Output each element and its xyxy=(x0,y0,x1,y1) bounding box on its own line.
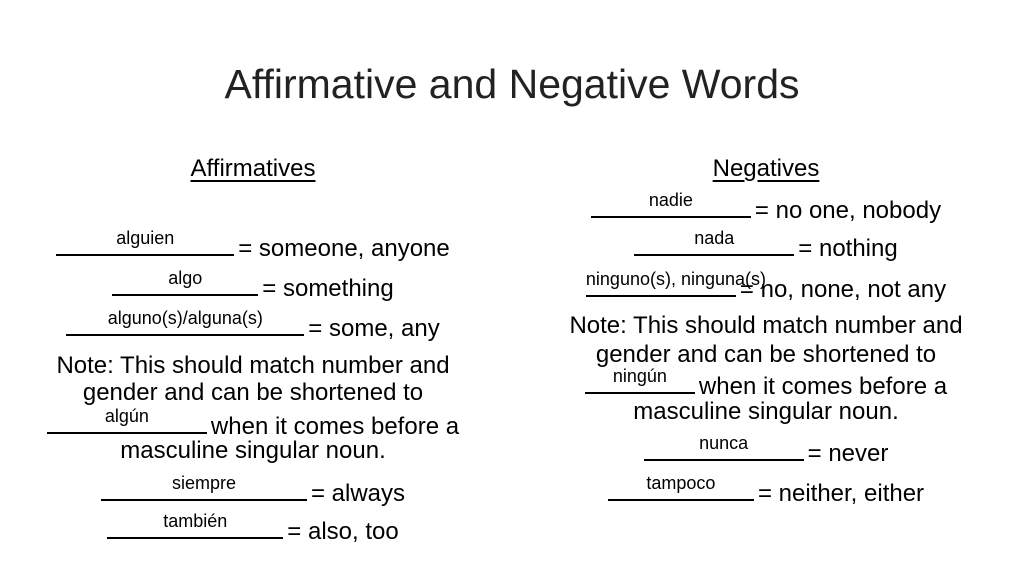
note-line: masculine singular noun. xyxy=(120,437,386,464)
answer-blank xyxy=(112,268,258,296)
meaning-text: = neither, either xyxy=(757,480,925,507)
list-item xyxy=(20,511,486,547)
answer-text: alguno(s)/alguna(s) xyxy=(107,308,263,328)
note-line: masculine singular noun. xyxy=(633,398,899,425)
note-line: Note: This should match number and xyxy=(569,312,963,339)
answer-text: también xyxy=(163,511,228,531)
answer-text: algún xyxy=(104,406,149,426)
answer-blank xyxy=(585,366,695,394)
list-item xyxy=(20,268,486,304)
answer-blank xyxy=(56,228,234,256)
list-item xyxy=(528,190,1004,226)
meaning-text: = never xyxy=(807,440,889,467)
answer-text: siempre xyxy=(171,473,236,493)
meaning-text: = also, too xyxy=(287,518,399,545)
list-item xyxy=(20,228,486,264)
slide-title: Affirmative and Negative Words xyxy=(224,61,800,107)
list-item xyxy=(528,228,1004,264)
answer-blank xyxy=(47,406,207,434)
list-item xyxy=(20,308,486,344)
list-item xyxy=(20,473,486,509)
answer-blank xyxy=(634,228,794,256)
note-text: when it comes before a xyxy=(698,373,948,400)
meaning-text: = something xyxy=(262,275,394,302)
meaning-text: = nothing xyxy=(798,235,898,262)
answer-text: alguien xyxy=(116,228,175,248)
meaning-text: = someone, anyone xyxy=(238,235,450,262)
note-line: gender and can be shortened to xyxy=(595,341,937,368)
meaning-text: = no one, nobody xyxy=(754,197,942,224)
meaning-text: = no, none, not any xyxy=(739,276,947,303)
answer-text: nadie xyxy=(648,190,693,210)
answer-blank xyxy=(101,473,307,501)
answer-text: nunca xyxy=(699,433,749,453)
note-line: Note: This should match number and xyxy=(56,352,450,379)
note-line xyxy=(20,406,486,440)
list-item xyxy=(528,269,1004,305)
answer-blank xyxy=(644,433,804,461)
note-line xyxy=(528,366,1004,400)
meaning-text: = always xyxy=(310,480,406,507)
note-text: when it comes before a xyxy=(210,413,460,440)
note-line: gender and can be shortened to xyxy=(82,379,424,406)
answer-blank xyxy=(608,473,754,501)
list-item xyxy=(528,473,1004,509)
answer-blank xyxy=(66,308,304,336)
negatives-heading: Negatives xyxy=(712,155,820,182)
answer-blank xyxy=(591,190,751,218)
affirmatives-heading: Affirmatives xyxy=(190,155,316,182)
answer-text: algo xyxy=(168,268,203,288)
list-item xyxy=(528,433,1004,469)
answer-text: nada xyxy=(694,228,735,248)
meaning-text: = some, any xyxy=(308,315,440,342)
answer-text: tampoco xyxy=(646,473,716,493)
answer-text: ningún xyxy=(612,366,667,386)
answer-blank xyxy=(585,269,767,297)
answer-blank xyxy=(107,511,283,539)
answer-text: ninguno(s), ninguna(s) xyxy=(585,269,767,289)
